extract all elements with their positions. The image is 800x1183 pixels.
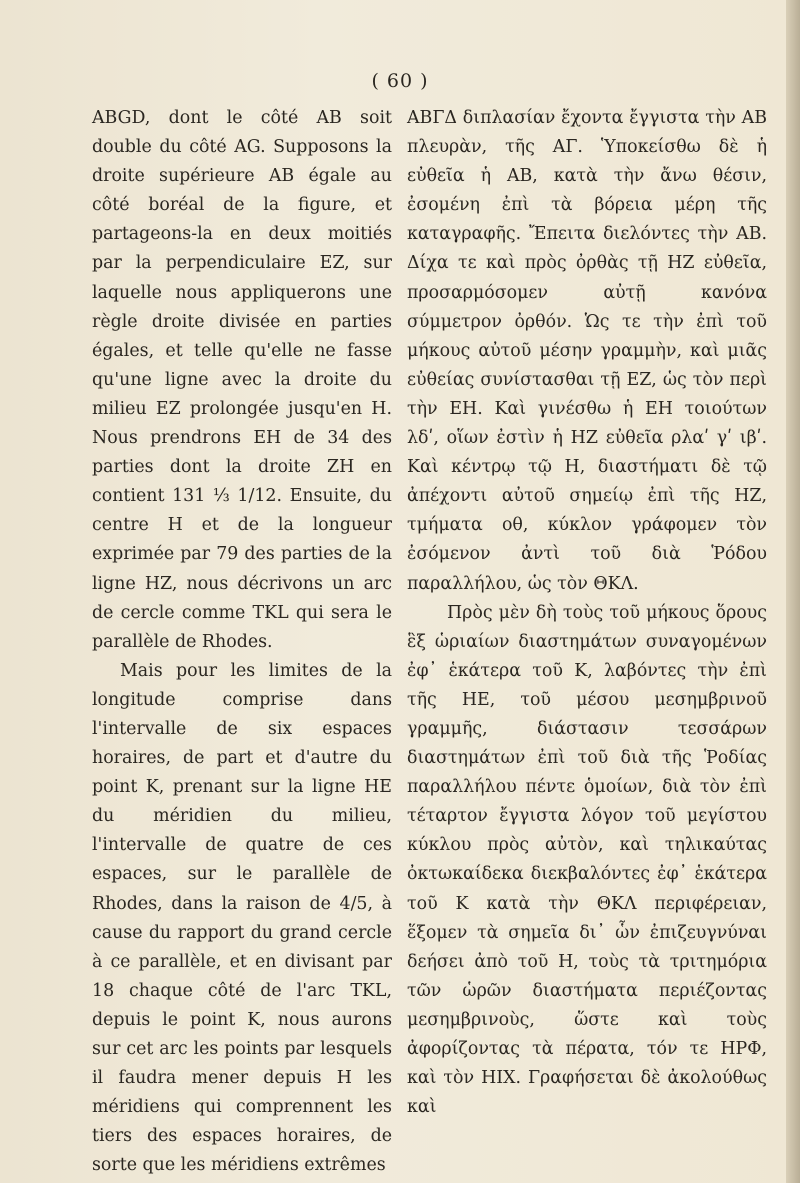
- french-paragraph-1: ABGD, dont le côté AB soit double du côté AG. Supposons la droite supérieure AB égale au côté boréal de la figure, et partageons-la en deux moitiés par la perpendiculaire EZ, sur laquelle nous appliquerons une règle droite divisée en parties égales, et telle qu'elle ne fasse qu'une ligne avec la droite du milieu EZ prolongée jusqu'en H. Nous prendrons EH de 34 des parties dont la droite ZH en contient 131 ⅓ 1/12. Ensuite, du centre H et de la longueur exprimée par 79 des parties de la ligne HZ, nous décrivons un arc de cercle comme TKL qui sera le parallèle de Rhodes.: [92, 108, 392, 652]
- french-column: [92, 104, 392, 1180]
- page-number: ( 60 ): [371, 70, 429, 92]
- french-paragraph-2: Mais pour les limites de la longitude comprise dans l'intervalle de six espaces horaires, de part et d'autre du point K, prenant sur la ligne HE du méridien du milieu, l'intervalle de quatre de ces espaces, sur le parallèle de Rhodes, dans la raison de 4/5, à cause du rapport du grand cercle à ce parallèle, et en divisant par 18 chaque côté de l'arc TKL, depuis le point K, nous aurons sur cet arc les points par lesquels il faudra mener depuis H les méridiens qui comprennent les tiers des espaces horaires, de sorte que les méridiens extrêmes: [92, 660, 392, 1176]
- greek-column: [407, 104, 767, 1122]
- greek-paragraph-2: Πρὸς μὲν δὴ τοὺς τοῦ μήκους ὅρους ἓξ ὡριαίων διαστημάτων συναγομένων ἐφ᾽ ἑκάτερα τοῦ Κ, λαβόντες τὴν ἐπὶ τῆς ΗΕ, τοῦ μέσου μεσημβρινοῦ γραμμῆς, διάστασιν τεσσάρων διαστημάτων ἐπὶ τοῦ διὰ τῆς Ῥοδίας παραλλήλου πέντε ὁμοίων, διὰ τὸν ἐπὶ τέταρτον ἔγγιστα λόγον τοῦ μεγίστου κύκλου πρὸς αὐτὸν, καὶ τηλικαύτας ὀκτωκαίδεκα διεκβαλόντες ἐφ᾽ ἑκάτερα τοῦ Κ κατὰ τὴν ΘΚΛ περιφέρειαν, ἕξομεν τὰ σημεῖα δι᾽ ὧν ἐπιζευγνύναι δεήσει ἀπὸ τοῦ Η, τοὺς τὰ τριτημόρια τῶν ὡρῶν διαστήματα περιέζοντας μεσημβρινοὺς, ὥστε καὶ τοὺς ἀφορίζοντας τὰ πέρατα, τόν τε ΗΡΦ, καὶ τὸν ΗΙΧ. Γραφήσεται δὲ ἀκολούθως καὶ: [407, 602, 767, 1118]
- greek-paragraph-1: ΑΒΓΔ διπλασίαν ἔχοντα ἔγγιστα τὴν ΑΒ πλευρὰν, τῆς ΑΓ. Ὑποκείσθω δὲ ἡ εὐθεῖα ἡ ΑΒ, κατὰ τὴν ἄνω θέσιν, ἐσομένη ἐπὶ τὰ βόρεια μέρη τῆς καταγραφῆς. Ἔπειτα διελόντες τὴν ΑΒ. Δίχα τε καὶ πρὸς ὀρθὰς τῇ ΗΖ εὐθεῖα, προσαρμόσομεν αὐτῇ κανόνα σύμμετρον ὀρθόν. Ὡς τε τὴν ἐπὶ τοῦ μήκους αὐτοῦ μέσην γραμμὴν, καὶ μιᾶς εὐθείας συνίστασθαι τῇ ΕΖ, ὡς τὸν περὶ τὴν ΕΗ. Καὶ γινέσθω ἡ ΕΗ τοιούτων λδʹ, οἵων ἐστὶν ἡ ΗΖ εὐθεῖα ρλαʹ γʹ ιβʹ. Καὶ κέντρῳ τῷ Η, διαστήματι δὲ τῷ ἀπέχοντι αὐτοῦ σημείῳ ἐπὶ τῆς ΗΖ, τμήματα οθ, κύκλον γράφομεν τὸν ἐσόμενον ἀντὶ τοῦ διὰ Ῥόδου παραλλήλου, ὡς τὸν ΘΚΛ.: [407, 108, 767, 594]
- page-edge: [786, 0, 800, 1183]
